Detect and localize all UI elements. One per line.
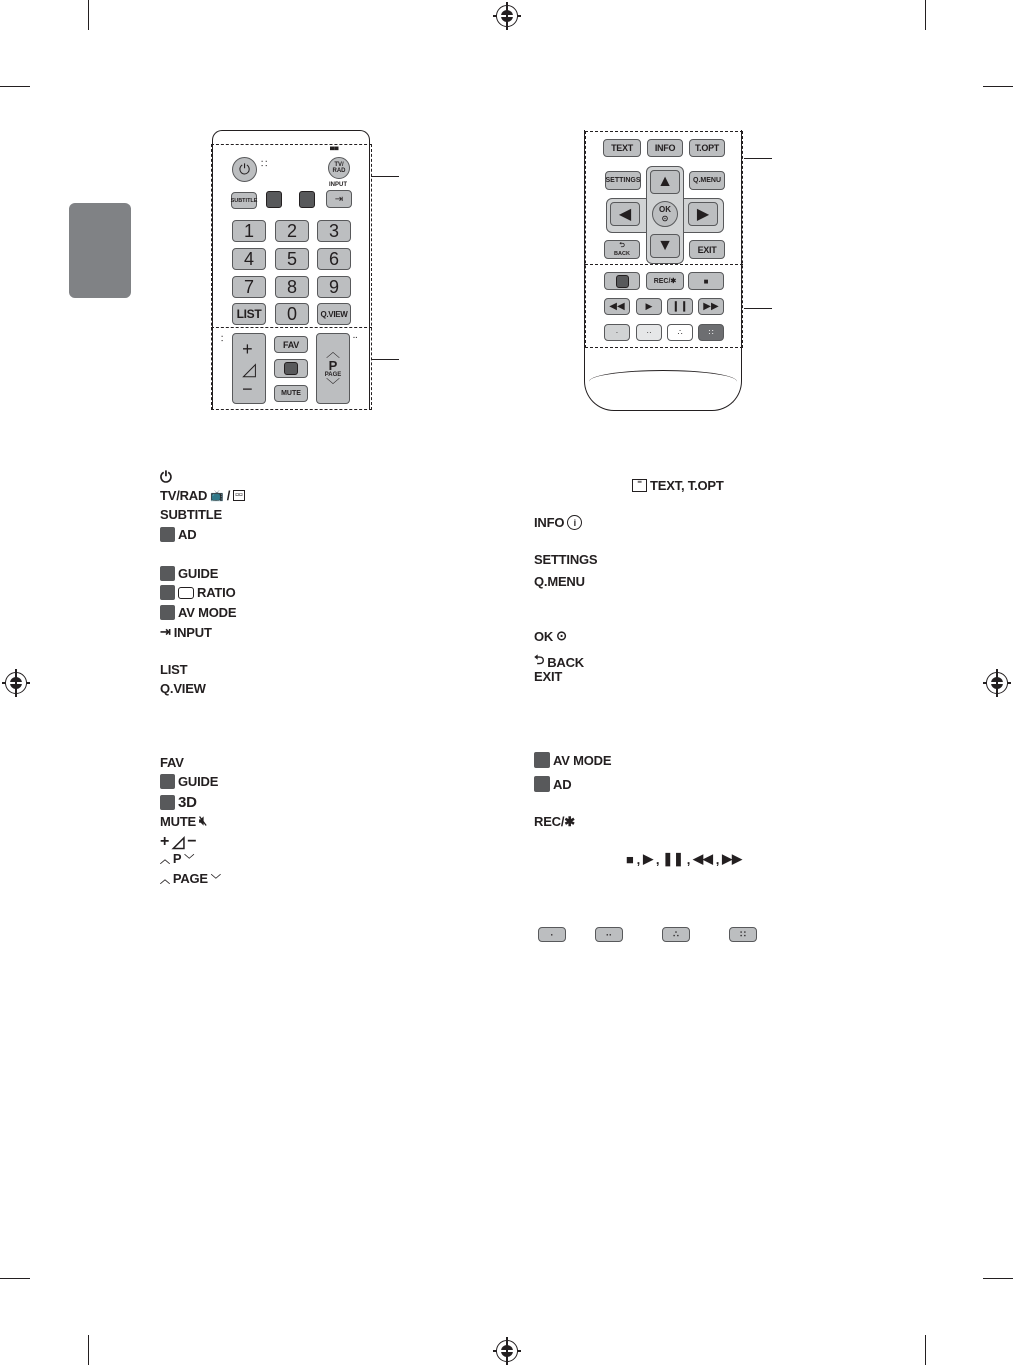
minus-icon: − xyxy=(187,833,197,850)
settings-label: SETTINGS xyxy=(534,552,598,567)
subtitle-button[interactable]: SUBTITLE xyxy=(231,192,257,209)
crop-mark xyxy=(983,86,1013,87)
right-arrow-button[interactable]: ▶ xyxy=(688,202,718,226)
crop-mark xyxy=(0,86,30,87)
3d-button[interactable] xyxy=(284,362,298,375)
registration-mark xyxy=(496,1340,518,1362)
rec-label: REC/✱ xyxy=(534,814,575,829)
fav-label: FAV xyxy=(160,755,184,770)
digit-3-button[interactable]: 3 xyxy=(317,220,351,242)
radio-icon: ▫▫ xyxy=(235,489,243,501)
teletext-icon: ≡ xyxy=(632,479,647,492)
crop-mark xyxy=(88,0,89,30)
page-label: PAGE xyxy=(324,372,342,378)
volume-label xyxy=(160,832,196,852)
input-label-text: INPUT xyxy=(173,624,212,640)
tv-rad-button[interactable]: TV/ RAD xyxy=(328,157,350,179)
rec-button[interactable]: REC/✱ xyxy=(646,272,684,290)
av-mode-button[interactable] xyxy=(616,275,629,288)
guide2-label xyxy=(160,774,218,789)
tv-radio-icon: ▀▀ xyxy=(330,148,339,154)
back-button[interactable] xyxy=(604,240,640,259)
chevron-down-icon: ﹀ xyxy=(210,875,221,886)
language-tab xyxy=(69,203,131,298)
rewind-button[interactable]: ◀◀ xyxy=(604,298,630,315)
av-mode-label-right xyxy=(534,752,611,768)
left-arrow-button[interactable]: ◀ xyxy=(610,202,640,226)
gray-square-icon xyxy=(160,585,175,600)
ok-label-text: OK xyxy=(534,628,554,644)
back-label-text: BACK xyxy=(547,654,584,670)
info-button[interactable]: INFO xyxy=(647,139,683,157)
exit-label: EXIT xyxy=(534,669,563,684)
gray-square-icon xyxy=(160,566,175,581)
gray-square-icon xyxy=(534,752,550,768)
3d-label-text: 3D xyxy=(178,794,197,811)
digit-1-button[interactable]: 1 xyxy=(232,220,266,242)
fav-button[interactable]: FAV xyxy=(274,336,308,353)
gray-square-icon xyxy=(160,795,175,810)
chevron-up-icon: ︿ xyxy=(326,344,340,360)
mute-label xyxy=(160,813,207,829)
text-topt-label xyxy=(632,478,724,493)
page-label-text: PAGE xyxy=(172,871,208,886)
guide-button[interactable] xyxy=(299,191,315,208)
back-arrow-icon: ⮌ xyxy=(619,241,625,249)
play-icon: ▶ xyxy=(643,851,653,866)
guide-label-text: GUIDE xyxy=(178,566,219,581)
chevron-up-icon: ︿ xyxy=(160,855,170,866)
p-label-text: P xyxy=(172,851,182,866)
tv-rad-label-text: TV/RAD xyxy=(160,488,208,503)
crop-mark xyxy=(925,0,926,30)
settings-button[interactable]: SETTINGS xyxy=(605,171,641,190)
crop-mark xyxy=(88,1335,89,1365)
input-button[interactable]: ⇥ xyxy=(326,190,352,208)
dots-icon: ·· xyxy=(353,335,358,342)
digit-5-button[interactable]: 5 xyxy=(275,248,309,270)
crop-mark xyxy=(925,1335,926,1365)
exit-button[interactable]: EXIT xyxy=(689,240,725,259)
pause-icon: ❚❚ xyxy=(662,851,684,866)
gray-square-icon xyxy=(160,527,175,542)
volume-rocker[interactable]: + ◿ − xyxy=(232,333,266,404)
info-label-text: INFO xyxy=(534,515,565,530)
color-key-2-icon: ·· xyxy=(595,927,623,942)
av-mode-label-text: AV MODE xyxy=(178,605,237,620)
ok-button[interactable] xyxy=(652,201,678,227)
power-button[interactable]: ⏻ xyxy=(232,157,257,182)
ok-icon: ⊙ xyxy=(661,214,669,223)
digit-4-button[interactable]: 4 xyxy=(232,248,266,270)
topt-button[interactable]: T.OPT xyxy=(689,139,725,157)
tv-icon: 📺 xyxy=(210,490,224,502)
stop-icon: ■ xyxy=(626,851,634,867)
chevron-up-icon: ︿ xyxy=(160,875,170,886)
digit-0-button[interactable]: 0 xyxy=(275,303,309,325)
gray-square-icon xyxy=(534,776,550,792)
input-label xyxy=(160,624,212,640)
crop-mark xyxy=(0,1278,30,1279)
3d-button-frame[interactable] xyxy=(274,359,308,378)
info-label xyxy=(534,515,582,530)
mute-speaker-icon: 🔇︎ xyxy=(199,813,208,828)
color-button-3[interactable]: ∴ xyxy=(667,324,693,341)
registration-mark xyxy=(986,672,1008,694)
ok-label: OK xyxy=(659,205,671,214)
playback-keys-label: ■ , ▶ , ❚❚ , ◀◀ , ▶▶ xyxy=(626,851,742,867)
power-label xyxy=(160,469,172,486)
crop-mark xyxy=(983,1278,1013,1279)
color-button-2[interactable]: ·· xyxy=(636,324,662,341)
pause-button[interactable]: ❙❙ xyxy=(667,298,693,315)
play-button[interactable]: ▶ xyxy=(636,298,662,315)
color-key-4-icon: ∷ xyxy=(729,927,757,942)
digit-9-button[interactable]: 9 xyxy=(317,276,351,298)
color-key-3-icon: ∴ xyxy=(662,927,690,942)
program-rocker[interactable] xyxy=(316,333,350,404)
input-icon: ⇥ xyxy=(160,624,171,639)
page-label xyxy=(160,871,221,886)
digit-2-button[interactable]: 2 xyxy=(275,220,309,242)
chevron-down-icon: ﹀ xyxy=(184,855,195,866)
qview-button[interactable]: Q.VIEW xyxy=(317,303,351,325)
ok-label xyxy=(534,628,567,644)
dots-icon: ⁚ xyxy=(221,336,224,343)
input-key-label: INPUT xyxy=(329,182,347,188)
down-arrow-button[interactable]: ▼ xyxy=(650,234,680,258)
text-button[interactable]: TEXT xyxy=(603,139,641,157)
qview-label: Q.VIEW xyxy=(160,681,206,696)
program-label xyxy=(160,851,194,866)
back-label: BACK xyxy=(614,250,630,257)
gray-square-icon xyxy=(160,774,175,789)
fast-forward-icon: ▶▶ xyxy=(722,851,742,866)
dots-icon: ⁚ ⁚ xyxy=(261,161,268,168)
text-topt-label-text: TEXT, T.OPT xyxy=(650,478,724,493)
gray-square-icon xyxy=(160,605,175,620)
registration-mark xyxy=(496,5,518,27)
power-icon: ⏻ xyxy=(160,469,172,486)
chevron-down-icon: ﹀ xyxy=(326,377,340,393)
ratio-label xyxy=(160,585,235,600)
guide2-label-text: GUIDE xyxy=(178,774,219,789)
registration-mark xyxy=(5,672,27,694)
av-mode-key-frame[interactable] xyxy=(604,272,640,290)
plus-icon: + xyxy=(160,833,170,850)
av-mode-right-text: AV MODE xyxy=(553,752,612,768)
mute-button[interactable]: MUTE xyxy=(274,385,308,402)
digit-8-button[interactable]: 8 xyxy=(275,276,309,298)
list-label: LIST xyxy=(160,662,188,677)
info-icon: i xyxy=(567,515,582,530)
qmenu-label: Q.MENU xyxy=(534,574,585,589)
mute-label-text: MUTE xyxy=(160,813,197,829)
digit-7-button[interactable]: 7 xyxy=(232,276,266,298)
ad-right-text: AD xyxy=(553,776,572,792)
qmenu-button[interactable]: Q.MENU xyxy=(689,171,725,190)
guide-label xyxy=(160,566,218,581)
color-button-4[interactable]: ∷ xyxy=(698,324,724,341)
ratio-icon xyxy=(178,587,194,599)
3d-label xyxy=(160,794,197,811)
up-arrow-button[interactable]: ▲ xyxy=(650,170,680,194)
ad-button[interactable] xyxy=(266,191,282,208)
digit-6-button[interactable]: 6 xyxy=(317,248,351,270)
av-mode-label xyxy=(160,605,236,620)
color-key-1-icon: · xyxy=(538,927,566,942)
tv-rad-label: TV/RAD 📺 / ▫▫ xyxy=(160,488,243,503)
ratio-label-text: RATIO xyxy=(197,585,236,600)
rewind-icon: ◀◀ xyxy=(693,851,713,866)
ad-label-text: AD xyxy=(178,527,197,542)
p-label: P xyxy=(328,358,338,373)
subtitle-label: SUBTITLE xyxy=(160,507,222,522)
fast-forward-button[interactable]: ▶▶ xyxy=(698,298,724,315)
stop-button[interactable]: ■ xyxy=(688,272,724,290)
ad-label-right xyxy=(534,776,571,792)
back-arrow-icon: ⮌ xyxy=(534,652,545,667)
ok-circle-icon: ⊙ xyxy=(556,628,567,643)
ad-label xyxy=(160,527,196,542)
color-button-1[interactable]: · xyxy=(604,324,630,341)
list-button[interactable]: LIST xyxy=(232,303,266,325)
color-keys-row xyxy=(538,927,758,943)
volume-icon: ◿ xyxy=(172,834,185,851)
